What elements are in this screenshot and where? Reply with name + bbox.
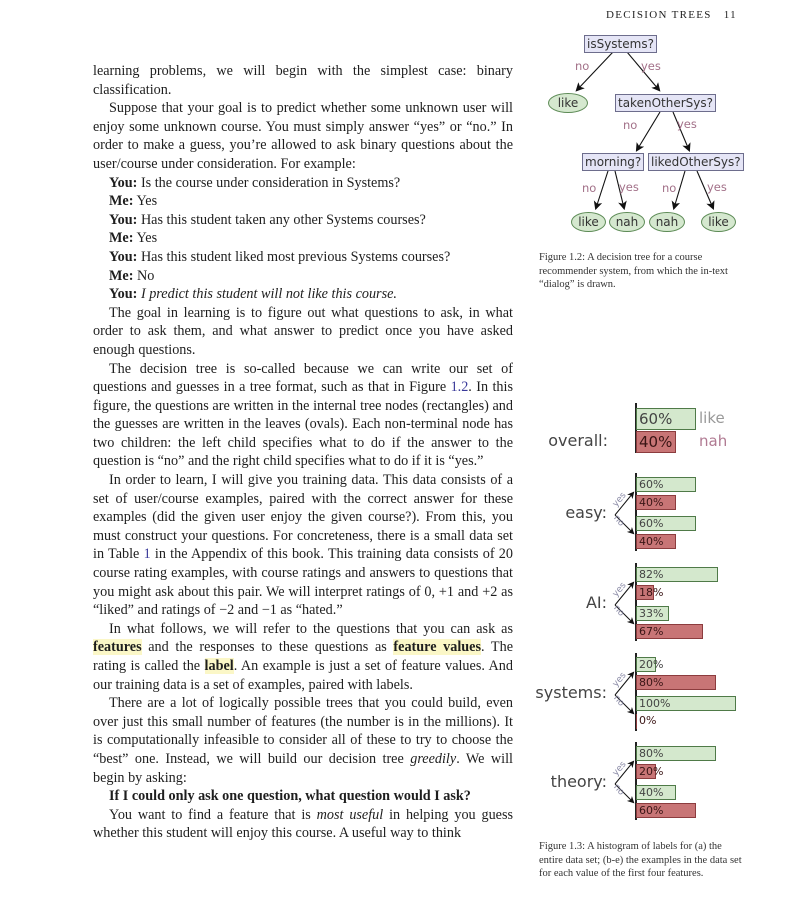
dialog-text: I predict this student will not like this course.	[137, 286, 397, 303]
decision-tree-figure	[535, 30, 755, 245]
tree-leaf: nah	[609, 212, 645, 232]
tree-leaf: like	[701, 212, 736, 232]
emphasis: greedily	[410, 750, 457, 767]
branch-label-yes: yes	[610, 670, 629, 690]
speaker: You:	[109, 286, 138, 303]
branch-label-no: no	[611, 782, 627, 798]
dialog-line	[93, 285, 513, 304]
bar-nah: 20%	[636, 764, 656, 779]
paragraph	[93, 360, 513, 472]
edge-label-no: no	[623, 118, 638, 132]
tree-node-morning: morning?	[582, 153, 644, 171]
speaker: Me:	[109, 193, 134, 210]
text: In order to learn, I will give you training data. This data consists of a set of user/course examples, paired with the correct answer for these examples (did the given user enjoy the given course?). From this, you must construct your questions. For concreteness, there is a small data set in Table	[93, 472, 513, 563]
dialog-text: Has this student taken any other Systems courses?	[137, 211, 426, 228]
paragraph: learning problems, we will begin with the simplest case: binary classification.	[93, 63, 513, 98]
bar-nah: 40%	[636, 534, 676, 549]
text: . An example is just a set of feature values. And our training data is a set of examples, paired with labels.	[93, 658, 513, 693]
dialog-text: Is the course under consideration in Systems?	[137, 174, 401, 191]
dialog-line	[93, 248, 513, 267]
edge-label-yes: yes	[619, 180, 639, 194]
branch-label-no: no	[611, 603, 627, 619]
tree-leaf: like	[548, 93, 588, 113]
page-number: 11	[723, 9, 737, 21]
table-ref-link[interactable]: 1	[143, 546, 151, 563]
dialog-line	[93, 192, 513, 211]
paragraph	[93, 806, 513, 843]
speaker: Me:	[109, 230, 134, 247]
bar-nah: 40%	[636, 431, 676, 453]
dialog-line	[93, 267, 513, 286]
bar-nah: 40%	[636, 495, 676, 510]
dialog-text: Yes	[133, 193, 158, 210]
figure-ref-link[interactable]: 1.2	[450, 379, 469, 396]
text: in helping you guess whether this student will enjoy this course. A useful way to think	[93, 806, 514, 842]
tree-node-taken-other-sys: takenOtherSys?	[615, 94, 716, 112]
legend-like: like	[699, 409, 725, 427]
branch-label-no: no	[611, 693, 627, 709]
feature-label-ai: AI:	[585, 593, 607, 612]
paragraph: Suppose that your goal is to predict whether some unknown user will enjoy some unknown course. You must simply answer “yes” or “no.” In order to make a guess, you’re allowed to ask binary questions about the user/course under consideration. For example:	[93, 100, 513, 172]
bar-nah: 67%	[636, 624, 703, 639]
bar-nah: 0%	[636, 714, 639, 729]
feature-label-theory: theory:	[550, 772, 607, 791]
dialog-line	[93, 174, 513, 193]
speaker: You:	[109, 174, 138, 191]
tree-node-root: isSystems?	[584, 35, 657, 53]
bar-like: 60%	[636, 408, 696, 430]
tree-node-liked-other-sys: likedOtherSys?	[648, 153, 744, 171]
bar-like: 82%	[636, 567, 718, 582]
bar-like: 80%	[636, 746, 716, 761]
feature-label-systems: systems:	[535, 683, 607, 702]
bar-nah: 60%	[636, 803, 696, 818]
paragraph	[93, 694, 513, 787]
tree-leaf: nah	[649, 212, 685, 232]
paragraph	[93, 620, 513, 694]
text: in the Appendix of this book. This training data consists of 20 course rating examples, with course ratings and answers to questions that you might ask about this pair. We will interpret ratings of 0, +1 and +2 as “liked” and ratings of −2 and −1 as “hated.”	[93, 546, 513, 619]
main-text-column	[93, 62, 513, 843]
text: . We will begin by asking:	[93, 750, 513, 786]
bar-like: 40%	[636, 785, 676, 800]
branch-label-yes: yes	[610, 759, 629, 779]
bar-nah: 18%	[636, 585, 654, 600]
running-title: DECISION TREES	[606, 9, 712, 21]
dialog	[93, 174, 513, 304]
speaker: You:	[109, 211, 138, 228]
edge-label-no: no	[662, 181, 677, 195]
term-label: label	[204, 658, 234, 674]
running-header	[606, 9, 737, 21]
dialog-line	[93, 229, 513, 248]
edge-label-yes: yes	[641, 59, 661, 73]
term-features: features	[93, 639, 142, 656]
branch-label-yes: yes	[610, 580, 629, 600]
figure-caption-1-3: Figure 1.3: A histogram of labels for (a) the entire data set; (b-e) the examples in the data set for each value of the first four features.	[539, 841, 742, 879]
dialog-text: Has this student liked most previous Systems courses?	[137, 248, 451, 265]
branch-label-yes: yes	[610, 490, 629, 510]
tree-leaf: like	[571, 212, 606, 232]
bar-like: 20%	[636, 657, 656, 672]
speaker: Me:	[109, 267, 134, 284]
feature-label-overall: overall:	[548, 431, 608, 450]
text: and the responses to these questions as	[141, 639, 394, 656]
text: In what follows, we will refer to the questions that you can ask as	[109, 620, 513, 637]
bar-nah: 80%	[636, 675, 716, 690]
paragraph: The goal in learning is to figure out what questions to ask, in what order to ask them, and what answer to predict once you have asked enough questions.	[93, 304, 513, 358]
feature-label-easy: easy:	[565, 503, 607, 522]
text: You want to find a feature that is	[109, 806, 317, 823]
edge-label-yes: yes	[707, 180, 727, 194]
dialog-text: Yes	[133, 230, 158, 247]
text: There are a lot of logically possible trees that you could build, even over just this small number of features (the number is in the millions). It is computationally infeasible to consider all of these to try to choose the “best” one. Instead, we will build our decision tree	[93, 695, 513, 767]
bar-like: 60%	[636, 477, 696, 492]
branch-label-no: no	[611, 513, 627, 529]
edge-label-no: no	[582, 181, 597, 195]
speaker: You:	[109, 248, 138, 265]
bar-like: 33%	[636, 606, 669, 621]
label-histogram-figure	[535, 395, 805, 825]
legend-nah: nah	[699, 432, 728, 450]
edge-label-yes: yes	[677, 117, 697, 131]
text: . In this figure, the questions are written in the internal tree nodes (rectangles) and the guesses are written in the leaves (ovals). Each non-terminal node has two children: the left child specifies what to do if the answer to the question is “no” and the right child specifies what to do if it is “yes.”	[93, 379, 513, 470]
dialog-line	[93, 211, 513, 230]
figure-caption-1-2: Figure 1.2: A decision tree for a course recommender system, from which the in-text “dialog” is drawn.	[539, 252, 728, 290]
edge-label-no: no	[575, 59, 590, 73]
dialog-text: No	[133, 267, 155, 284]
emphasis: most useful	[316, 806, 384, 823]
bar-like: 60%	[636, 516, 696, 531]
bar-like: 100%	[636, 696, 736, 711]
term-feature-values: feature values	[393, 639, 481, 656]
key-question: If I could only ask one question, what question would I ask?	[109, 788, 471, 805]
text: . The rating is called the	[93, 639, 513, 674]
text: The decision tree is so-called because we can write our set of questions and guesses in a tree format, such as that in Figure	[93, 360, 513, 396]
paragraph	[93, 471, 513, 620]
